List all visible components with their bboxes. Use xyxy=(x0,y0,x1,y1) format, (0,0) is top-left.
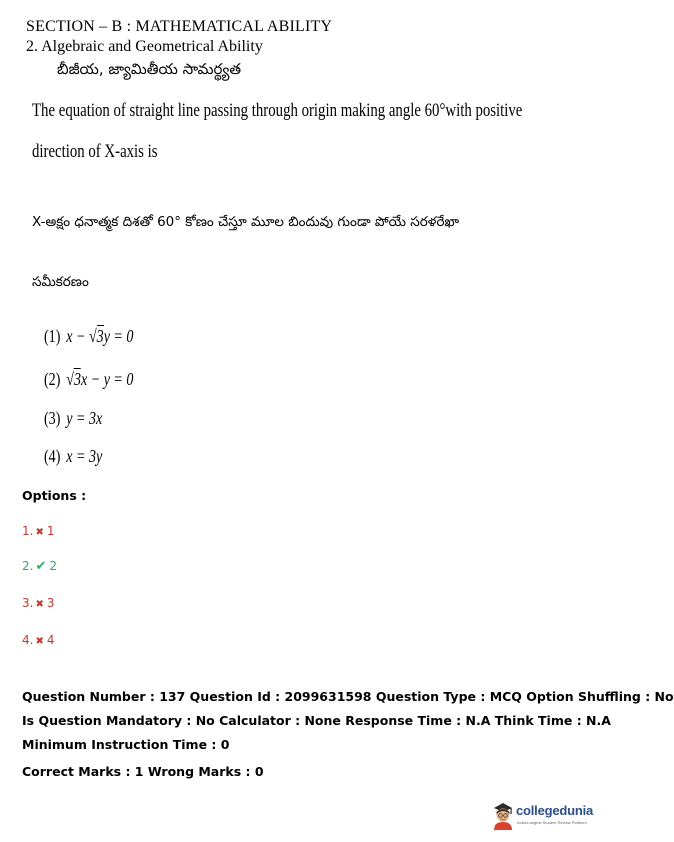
choice-3 xyxy=(44,408,119,429)
logo-avatar-icon xyxy=(490,798,516,830)
question-english-line-1 xyxy=(32,100,661,122)
option-index: 3. xyxy=(22,596,34,610)
question-metadata-line-2: Is Question Mandatory : No Calculator : None Response Time : N.A Think Time : N.A xyxy=(22,713,611,728)
question-metadata-line-1: Question Number : 137 Question Id : 2099631598 Question Type : MCQ Option Shuffling : No xyxy=(22,689,674,704)
logo-wordmark: collegedunia xyxy=(516,803,594,818)
telugu-subtitle: బీజీయ, జ్యామితీయ సామర్థ్యత xyxy=(57,60,242,78)
options-heading: Options : xyxy=(22,488,87,503)
logo-tagline: India's largest Student Review Platform xyxy=(517,820,587,825)
choice-number: (2) xyxy=(44,369,61,389)
option-value: 3 xyxy=(46,596,55,610)
question-telugu-line-1: X-అక్షం ధనాత్మక దిశతో 60° కోణం చేస్తూ మూల బిందువు గుండా పోయే సరళరేఖా xyxy=(32,214,460,230)
question-english-text-1: The equation of straight line passing through origin making angle 60°with positive xyxy=(32,100,523,121)
check-icon: ✔ xyxy=(35,559,47,574)
question-english-line-2 xyxy=(32,141,193,163)
question-metadata-line-4: Correct Marks : 1 Wrong Marks : 0 xyxy=(22,764,264,779)
choice-expression: x − √3y = 0 xyxy=(66,326,134,346)
question-metadata-line-3: Minimum Instruction Time : 0 xyxy=(22,737,230,752)
option-4 xyxy=(22,633,54,647)
cross-icon: ✖ xyxy=(35,599,44,610)
option-value: 4 xyxy=(46,633,55,647)
option-1 xyxy=(22,524,54,538)
question-telugu-line-2: సమీకరణం xyxy=(32,274,89,290)
option-index: 2. xyxy=(22,559,34,573)
question-english-text-2: direction of X-axis is xyxy=(32,141,158,162)
choice-number: (4) xyxy=(44,446,61,466)
subsection-title: 2. Algebraic and Geometrical Ability xyxy=(26,38,263,55)
choice-expression: x = 3y xyxy=(66,446,103,466)
cross-icon: ✖ xyxy=(35,636,44,647)
cross-icon: ✖ xyxy=(35,527,44,538)
option-value: 1 xyxy=(46,524,55,538)
option-index: 1. xyxy=(22,524,34,538)
option-2 xyxy=(22,559,57,574)
collegedunia-logo xyxy=(490,798,594,832)
choice-expression: y = 3x xyxy=(66,408,103,428)
choice-2 xyxy=(44,369,159,390)
option-index: 4. xyxy=(22,633,34,647)
section-title: SECTION – B : MATHEMATICAL ABILITY xyxy=(26,18,333,35)
choice-number: (3) xyxy=(44,408,61,428)
choice-1 xyxy=(44,326,159,347)
choice-expression: √3x − y = 0 xyxy=(66,369,134,389)
choice-number: (1) xyxy=(44,326,61,346)
option-value: 2 xyxy=(49,559,57,573)
option-3 xyxy=(22,596,54,610)
choice-4 xyxy=(44,446,119,467)
